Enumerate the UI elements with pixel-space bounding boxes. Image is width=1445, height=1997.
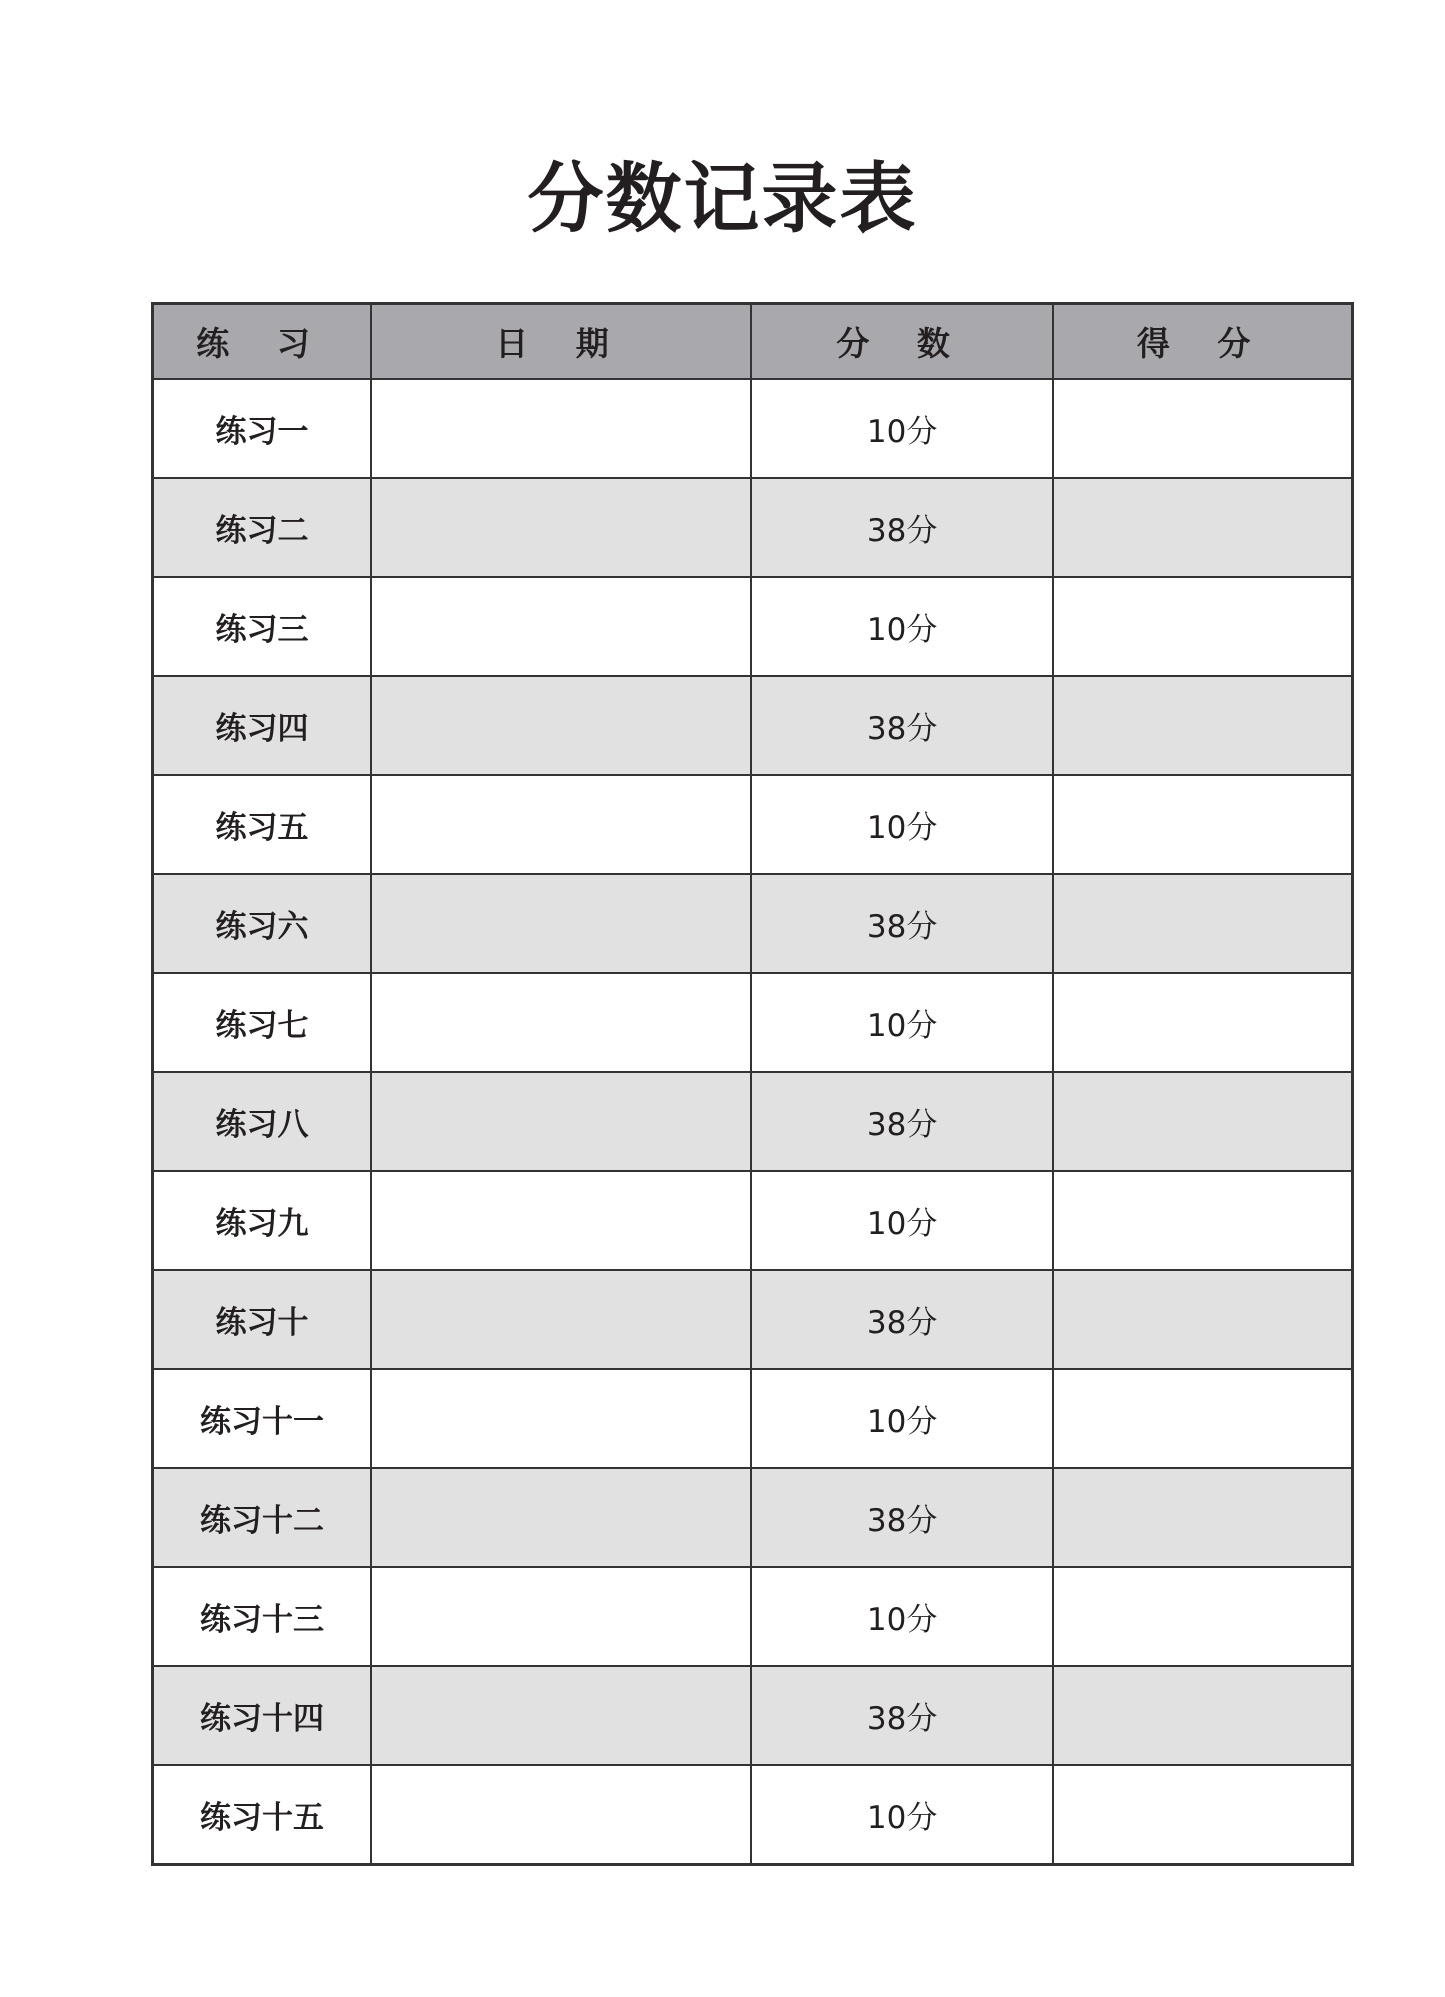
date-cell[interactable] — [371, 1072, 751, 1171]
points-cell: 10分 — [751, 1171, 1053, 1270]
exercise-cell: 练习八 — [153, 1072, 371, 1171]
points-cell: 10分 — [751, 1567, 1053, 1666]
exercise-cell: 练习七 — [153, 973, 371, 1072]
points-cell: 38分 — [751, 1270, 1053, 1369]
date-cell[interactable] — [371, 379, 751, 478]
date-cell[interactable] — [371, 1468, 751, 1567]
exercise-cell: 练习十五 — [153, 1765, 371, 1865]
score-cell[interactable] — [1053, 1171, 1352, 1270]
points-cell: 38分 — [751, 1666, 1053, 1765]
score-cell[interactable] — [1053, 478, 1352, 577]
table-row — [153, 973, 1353, 1072]
score-cell[interactable] — [1053, 676, 1352, 775]
page-title: 分数记录表 — [527, 154, 918, 243]
exercise-cell: 练习十二 — [153, 1468, 371, 1567]
points-cell: 10分 — [751, 1765, 1053, 1865]
table-row — [153, 1369, 1353, 1468]
exercise-cell: 练习十三 — [153, 1567, 371, 1666]
score-cell[interactable] — [1053, 874, 1352, 973]
date-cell[interactable] — [371, 1765, 751, 1865]
header-points: 分 数 — [751, 304, 1053, 380]
points-cell: 38分 — [751, 1072, 1053, 1171]
date-cell[interactable] — [371, 577, 751, 676]
header-date: 日 期 — [371, 304, 751, 380]
exercise-cell: 练习九 — [153, 1171, 371, 1270]
table-row — [153, 1171, 1353, 1270]
table-row — [153, 379, 1353, 478]
score-cell[interactable] — [1053, 1567, 1352, 1666]
points-cell: 38分 — [751, 874, 1053, 973]
points-cell: 10分 — [751, 577, 1053, 676]
exercise-cell: 练习十 — [153, 1270, 371, 1369]
table-row — [153, 1567, 1353, 1666]
date-cell[interactable] — [371, 676, 751, 775]
table-row — [153, 874, 1353, 973]
table-row — [153, 1468, 1353, 1567]
table-row — [153, 775, 1353, 874]
exercise-cell: 练习六 — [153, 874, 371, 973]
score-cell[interactable] — [1053, 1765, 1352, 1865]
exercise-cell: 练习三 — [153, 577, 371, 676]
points-cell: 38分 — [751, 478, 1053, 577]
table-row — [153, 577, 1353, 676]
exercise-cell: 练习二 — [153, 478, 371, 577]
score-cell[interactable] — [1053, 1369, 1352, 1468]
score-cell[interactable] — [1053, 379, 1352, 478]
table-row — [153, 1270, 1353, 1369]
score-cell[interactable] — [1053, 1666, 1352, 1765]
points-cell: 38分 — [751, 676, 1053, 775]
score-cell[interactable] — [1053, 775, 1352, 874]
exercise-cell: 练习一 — [153, 379, 371, 478]
exercise-cell: 练习四 — [153, 676, 371, 775]
date-cell[interactable] — [371, 1270, 751, 1369]
points-cell: 10分 — [751, 1369, 1053, 1468]
table-header-row — [153, 304, 1353, 380]
date-cell[interactable] — [371, 1567, 751, 1666]
points-cell: 10分 — [751, 973, 1053, 1072]
table-row — [153, 478, 1353, 577]
exercise-cell: 练习十一 — [153, 1369, 371, 1468]
score-cell[interactable] — [1053, 1468, 1352, 1567]
date-cell[interactable] — [371, 1666, 751, 1765]
table-row — [153, 676, 1353, 775]
score-cell[interactable] — [1053, 1270, 1352, 1369]
date-cell[interactable] — [371, 973, 751, 1072]
points-cell: 10分 — [751, 775, 1053, 874]
table-row — [153, 1765, 1353, 1865]
date-cell[interactable] — [371, 478, 751, 577]
score-cell[interactable] — [1053, 577, 1352, 676]
date-cell[interactable] — [371, 1171, 751, 1270]
score-record-table — [151, 302, 1354, 1866]
exercise-cell: 练习五 — [153, 775, 371, 874]
score-cell[interactable] — [1053, 973, 1352, 1072]
header-exercise: 练 习 — [153, 304, 371, 380]
exercise-cell: 练习十四 — [153, 1666, 371, 1765]
score-cell[interactable] — [1053, 1072, 1352, 1171]
date-cell[interactable] — [371, 775, 751, 874]
header-score: 得 分 — [1053, 304, 1352, 380]
points-cell: 10分 — [751, 379, 1053, 478]
table-row — [153, 1072, 1353, 1171]
date-cell[interactable] — [371, 1369, 751, 1468]
points-cell: 38分 — [751, 1468, 1053, 1567]
date-cell[interactable] — [371, 874, 751, 973]
table-row — [153, 1666, 1353, 1765]
